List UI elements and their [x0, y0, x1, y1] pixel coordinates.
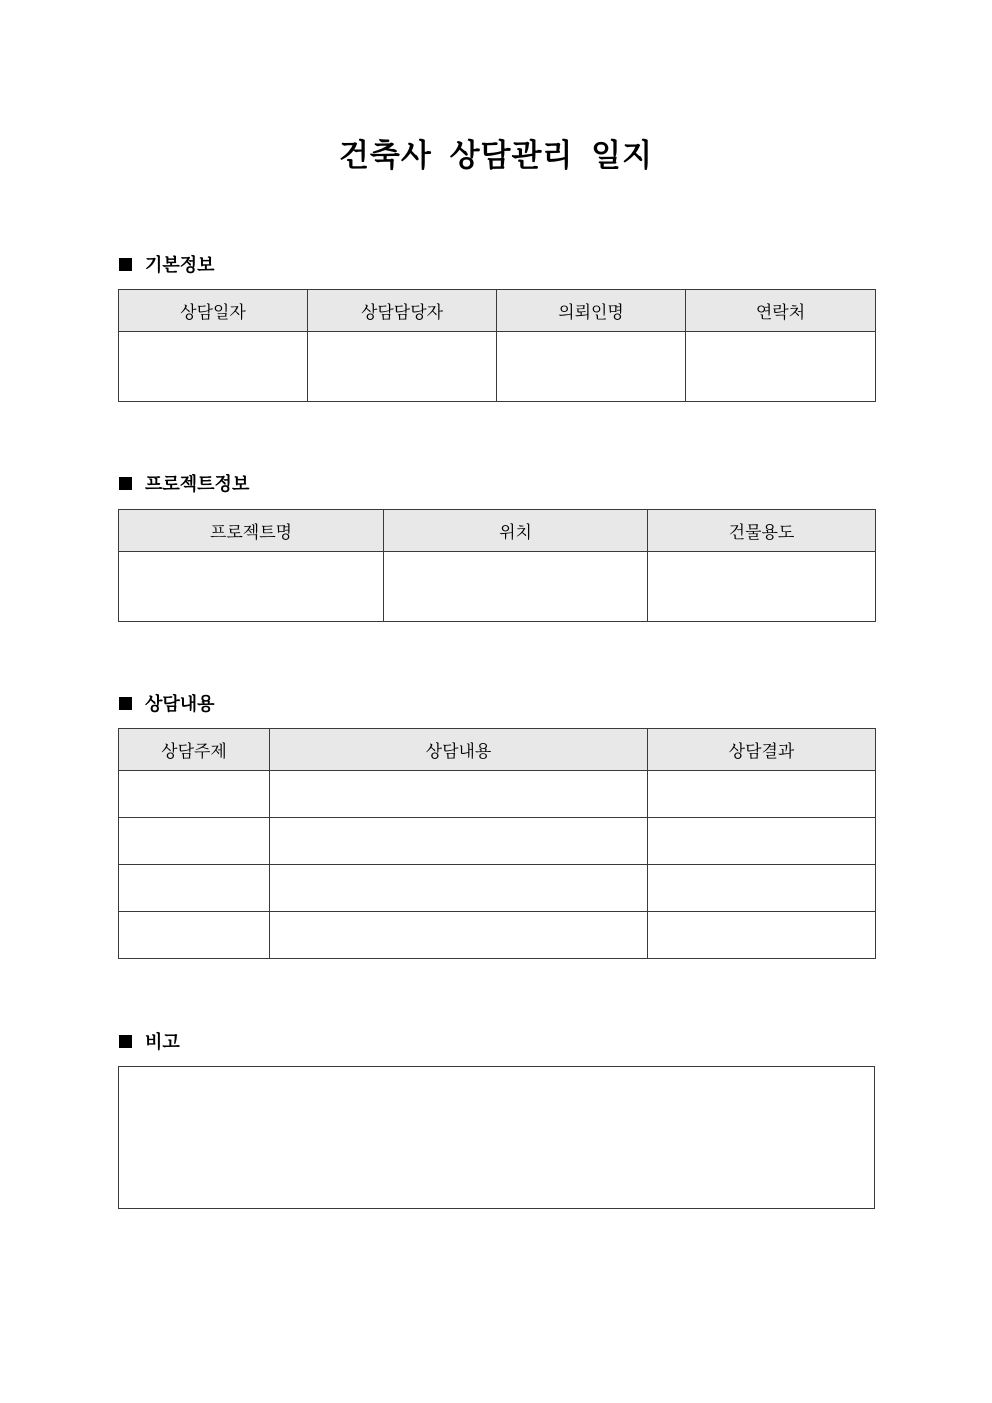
cell-project-name[interactable] — [119, 552, 384, 622]
section-heading-remarks — [119, 1028, 180, 1054]
basic-info-table — [118, 289, 876, 402]
black-square-icon — [119, 697, 132, 710]
project-info-table — [118, 509, 876, 622]
cell-consult-topic[interactable] — [119, 912, 270, 959]
header-consult-result: 상담결과 — [648, 729, 876, 771]
black-square-icon — [119, 477, 132, 490]
black-square-icon — [119, 258, 132, 271]
section-heading-label: 기본정보 — [145, 255, 215, 276]
consultation-table — [118, 728, 876, 959]
header-location: 위치 — [384, 510, 648, 552]
cell-consult-content[interactable] — [270, 771, 648, 818]
cell-contact[interactable] — [686, 332, 876, 402]
table-header-row — [119, 290, 876, 332]
section-heading-consultation — [119, 690, 215, 716]
table-row — [119, 912, 876, 959]
cell-consult-result[interactable] — [648, 912, 876, 959]
cell-consult-topic[interactable] — [119, 818, 270, 865]
cell-consult-topic[interactable] — [119, 865, 270, 912]
cell-consult-staff[interactable] — [308, 332, 497, 402]
table-header-row — [119, 510, 876, 552]
header-building-use: 건물용도 — [648, 510, 876, 552]
document-title: 건축사 상담관리 일지 — [338, 138, 654, 174]
header-client-name: 의뢰인명 — [497, 290, 686, 332]
black-square-icon — [119, 1035, 132, 1048]
cell-client-name[interactable] — [497, 332, 686, 402]
section-heading-label: 프로젝트정보 — [145, 474, 250, 495]
cell-location[interactable] — [384, 552, 648, 622]
cell-consult-result[interactable] — [648, 818, 876, 865]
header-consult-content: 상담내용 — [270, 729, 648, 771]
table-header-row — [119, 729, 876, 771]
section-heading-label: 비고 — [145, 1032, 180, 1053]
header-project-name: 프로젝트명 — [119, 510, 384, 552]
table-row — [119, 818, 876, 865]
cell-building-use[interactable] — [648, 552, 876, 622]
header-consult-date: 상담일자 — [119, 290, 308, 332]
table-row — [119, 865, 876, 912]
header-contact: 연락처 — [686, 290, 876, 332]
table-row — [119, 332, 876, 402]
table-row — [119, 552, 876, 622]
section-heading-project-info — [119, 470, 249, 496]
table-row — [119, 771, 876, 818]
cell-consult-content[interactable] — [270, 818, 648, 865]
cell-consult-result[interactable] — [648, 771, 876, 818]
cell-consult-result[interactable] — [648, 865, 876, 912]
cell-consult-content[interactable] — [270, 912, 648, 959]
section-heading-label: 상담내용 — [145, 694, 215, 715]
section-heading-basic-info — [119, 251, 215, 277]
cell-consult-date[interactable] — [119, 332, 308, 402]
cell-consult-content[interactable] — [270, 865, 648, 912]
remarks-box[interactable] — [118, 1066, 875, 1209]
header-consult-staff: 상담담당자 — [308, 290, 497, 332]
cell-consult-topic[interactable] — [119, 771, 270, 818]
header-consult-topic: 상담주제 — [119, 729, 270, 771]
